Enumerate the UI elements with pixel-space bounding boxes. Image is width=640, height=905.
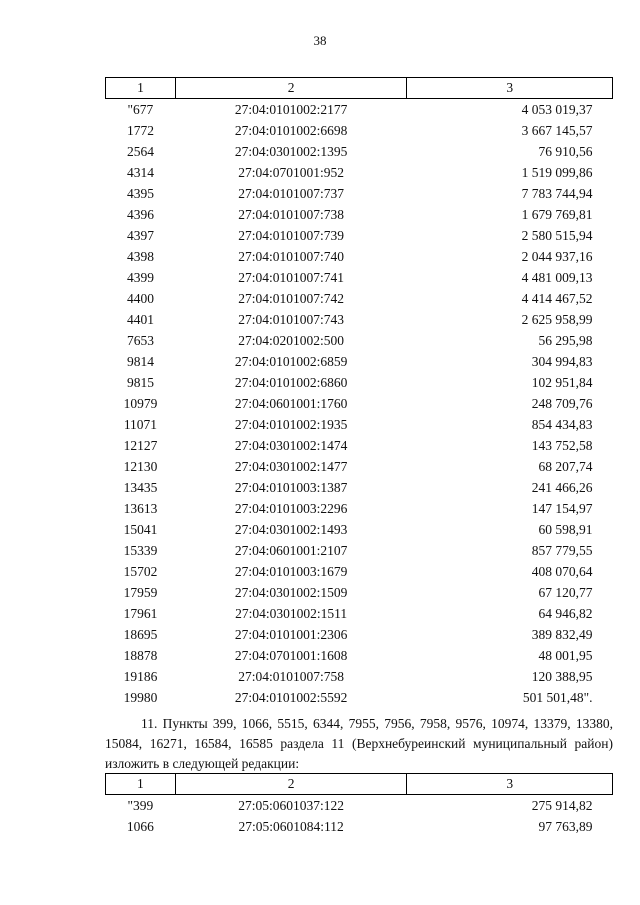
page-number: 38	[313, 33, 327, 48]
table-row	[106, 795, 613, 817]
item-number: 4400	[126, 291, 154, 306]
cadastral-number: 27:04:0101002:6698	[234, 123, 348, 138]
table-row	[106, 435, 613, 456]
cadastral-value: 4 414 467,52	[521, 291, 593, 306]
table-row	[106, 267, 613, 288]
cadastral-value: 1 679 769,81	[521, 207, 593, 222]
item-number: 15702	[123, 564, 158, 579]
table-body	[106, 795, 613, 838]
table-row	[106, 372, 613, 393]
cadastral-number: 27:04:0701001:952	[238, 165, 345, 180]
amendment-paragraph	[105, 714, 613, 774]
table-row	[106, 519, 613, 540]
cadastral-value: 147 154,97	[531, 501, 593, 516]
cadastral-number: 27:04:0301002:1509	[234, 585, 348, 600]
table-header-row	[106, 78, 613, 99]
cadastral-number: 27:04:0101007:737	[238, 186, 345, 201]
cadastral-value: 275 914,82	[531, 798, 593, 813]
table-row	[106, 540, 613, 561]
item-number: 12130	[123, 459, 158, 474]
table-row	[106, 477, 613, 498]
item-number: 12127	[123, 438, 158, 453]
table-row	[106, 816, 613, 837]
item-number: 4396	[126, 207, 154, 222]
item-number: "677	[127, 102, 154, 117]
item-number: 13435	[123, 480, 158, 495]
cadastral-number: 27:04:0101003:1387	[234, 480, 348, 495]
table-row	[106, 204, 613, 225]
cadastral-value: 102 951,84	[531, 375, 593, 390]
cadastral-number: 27:04:0301002:1474	[234, 438, 348, 453]
table-row	[106, 498, 613, 519]
cadastral-value: 389 832,49	[531, 627, 593, 642]
cadastral-value: 64 946,82	[538, 606, 593, 621]
cadastral-value: 143 752,58	[531, 438, 593, 453]
table-row	[106, 624, 613, 645]
table-row	[106, 162, 613, 183]
cadastral-number: 27:05:0601037:122	[238, 798, 345, 813]
item-number: 1066	[126, 819, 154, 834]
table-row	[106, 351, 613, 372]
item-number: 4395	[126, 186, 154, 201]
table-row	[106, 225, 613, 246]
item-number: 9815	[126, 375, 154, 390]
cadastral-number: 27:04:0101007:743	[238, 312, 345, 327]
cadastral-number: 27:04:0101002:1935	[234, 417, 348, 432]
table-row	[106, 330, 613, 351]
cadastral-value: 97 763,89	[538, 819, 593, 834]
cadastral-value: 4 481 009,13	[521, 270, 593, 285]
column-header-3: 3	[407, 774, 613, 795]
table-body	[106, 99, 613, 709]
table-row	[106, 99, 613, 121]
item-number: 10979	[123, 396, 158, 411]
cadastral-number: 27:04:0101002:6859	[234, 354, 348, 369]
cadastral-number: 27:05:0601084:112	[238, 819, 344, 834]
table-row	[106, 456, 613, 477]
item-number: 2564	[126, 144, 154, 159]
cadastral-number: 27:04:0301002:1493	[234, 522, 348, 537]
cadastral-number: 27:04:0601001:1760	[234, 396, 348, 411]
cadastral-number: 27:04:0101007:738	[238, 207, 345, 222]
item-number: 17959	[123, 585, 158, 600]
cadastral-value: 3 667 145,57	[521, 123, 593, 138]
table-row	[106, 645, 613, 666]
item-number: 15339	[123, 543, 158, 558]
item-number: 4398	[126, 249, 154, 264]
cadastral-number: 27:04:0101007:740	[238, 249, 345, 264]
item-number: 1772	[126, 123, 154, 138]
cadastral-value: 1 519 099,86	[521, 165, 593, 180]
column-header-2: 2	[175, 774, 407, 795]
cadastral-number: 27:04:0101002:2177	[234, 102, 348, 117]
cadastral-value: 854 434,83	[531, 417, 593, 432]
table-row	[106, 141, 613, 162]
cadastral-value: 501 501,48".	[522, 690, 593, 705]
cadastral-value: 60 598,91	[538, 522, 593, 537]
cadastral-number: 27:04:0601001:2107	[234, 543, 348, 558]
column-header-1: 1	[106, 774, 176, 795]
table-row	[106, 246, 613, 267]
cadastral-number: 27:04:0301002:1511	[235, 606, 348, 621]
cadastral-value: 56 295,98	[538, 333, 593, 348]
cadastral-value: 120 388,95	[531, 669, 593, 684]
cadastral-number: 27:04:0101003:2296	[234, 501, 348, 516]
item-number: 19186	[123, 669, 158, 684]
cadastral-value: 68 207,74	[538, 459, 593, 474]
table-row	[106, 288, 613, 309]
cadastral-number: 27:04:0101003:1679	[234, 564, 348, 579]
cadastral-value: 4 053 019,37	[521, 102, 593, 117]
column-header-2: 2	[175, 78, 407, 99]
item-number: 4397	[126, 228, 154, 243]
cadastral-value-table-2	[105, 773, 613, 837]
cadastral-number: 27:04:0301002:1395	[234, 144, 348, 159]
table-row	[106, 582, 613, 603]
cadastral-value: 241 466,26	[531, 480, 593, 495]
cadastral-value: 2 044 937,16	[521, 249, 593, 264]
cadastral-value: 408 070,64	[531, 564, 593, 579]
paragraph-text: 11. Пункты 399, 1066, 5515, 6344, 7955, 7956, 7958, 9576, 10974, 13379, 13380, 15084, 16271, 16584, 16585 раздела 11 (Верхнебуреинский муниципальный район) изложить в следующей редакции:	[105, 716, 613, 771]
item-number: "399	[127, 798, 154, 813]
table-header-row	[106, 774, 613, 795]
item-number: 4399	[126, 270, 154, 285]
cadastral-number: 27:04:0101007:741	[238, 270, 345, 285]
cadastral-number: 27:04:0101007:739	[238, 228, 345, 243]
item-number: 4401	[126, 312, 154, 327]
item-number: 7653	[126, 333, 154, 348]
cadastral-number: 27:04:0101002:6860	[234, 375, 348, 390]
table-row	[106, 414, 613, 435]
item-number: 19980	[123, 690, 158, 705]
cadastral-number: 27:04:0101007:758	[238, 669, 345, 684]
item-number: 4314	[126, 165, 154, 180]
cadastral-number: 27:04:0701001:1608	[234, 648, 348, 663]
cadastral-number: 27:04:0201002:500	[238, 333, 345, 348]
item-number: 18878	[123, 648, 158, 663]
cadastral-value-table	[105, 77, 613, 708]
cadastral-value: 248 709,76	[531, 396, 593, 411]
cadastral-value: 76 910,56	[538, 144, 593, 159]
table-row	[106, 183, 613, 204]
table-row	[106, 603, 613, 624]
item-number: 11071	[123, 417, 158, 432]
cadastral-value: 304 994,83	[531, 354, 593, 369]
cadastral-value: 857 779,55	[531, 543, 593, 558]
item-number: 13613	[123, 501, 158, 516]
cadastral-number: 27:04:0101007:742	[238, 291, 345, 306]
cadastral-number: 27:04:0101002:5592	[234, 690, 348, 705]
item-number: 18695	[123, 627, 158, 642]
cadastral-value: 2 625 958,99	[521, 312, 593, 327]
cadastral-value: 48 001,95	[538, 648, 593, 663]
table-row	[106, 393, 613, 414]
cadastral-number: 27:04:0301002:1477	[234, 459, 348, 474]
table-row	[106, 309, 613, 330]
item-number: 17961	[123, 606, 158, 621]
table-row	[106, 687, 613, 708]
table-row	[106, 120, 613, 141]
cadastral-value: 7 783 744,94	[521, 186, 593, 201]
item-number: 15041	[123, 522, 158, 537]
item-number: 9814	[126, 354, 154, 369]
table-row	[106, 561, 613, 582]
cadastral-value: 2 580 515,94	[521, 228, 593, 243]
cadastral-number: 27:04:0101001:2306	[234, 627, 348, 642]
column-header-3: 3	[407, 78, 613, 99]
cadastral-value: 67 120,77	[538, 585, 593, 600]
column-header-1: 1	[106, 78, 176, 99]
table-row	[106, 666, 613, 687]
